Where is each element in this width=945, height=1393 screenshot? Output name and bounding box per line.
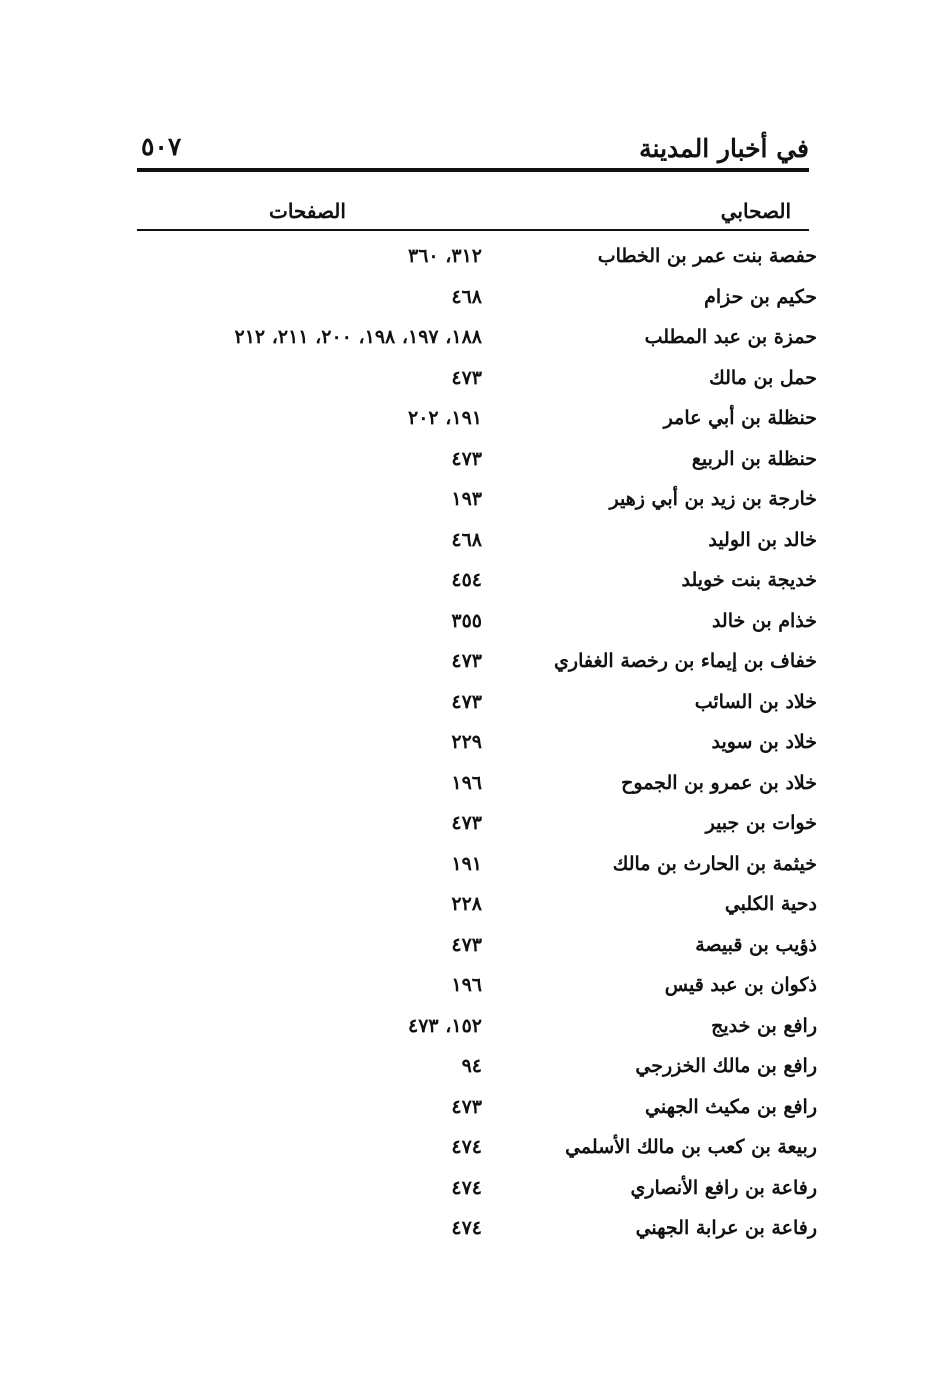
companion-name: خفاف بن إيماء بن رخصة الغفاري (554, 650, 817, 672)
companion-name: خلاد بن السائب (694, 690, 817, 713)
column-header-companion: الصحابي (720, 199, 791, 223)
companion-name: حمل بن مالك (709, 366, 817, 389)
index-entries (137, 236, 817, 1249)
companion-name: حنظلة بن الربيع (691, 447, 817, 470)
page-references: ٤٧٣ (451, 366, 482, 389)
companion-name: رافع بن خديج (711, 1014, 817, 1037)
page-references: ٤٧٣ (451, 812, 482, 834)
index-entry (137, 1208, 817, 1249)
page-references: ١٩١، ٢٠٢ (408, 407, 482, 429)
index-entry (137, 844, 817, 885)
index-entry (137, 277, 817, 318)
companion-name: حفصة بنت عمر بن الخطاب (597, 245, 817, 267)
page-references: ٤٧٣ (451, 933, 482, 956)
page-references: ٤٥٤ (451, 569, 482, 591)
index-entry (137, 479, 817, 520)
page-references: ٤٧٣ (451, 650, 482, 672)
column-header-pages: الصفحات (269, 199, 346, 223)
page-number: ٥٠٧ (141, 132, 182, 161)
index-entry (137, 641, 817, 682)
companion-name: حكيم بن حزام (704, 285, 817, 308)
page-references: ٣١٢، ٣٦٠ (408, 245, 482, 267)
companion-name: ربيعة بن كعب بن مالك الأسلمي (565, 1136, 817, 1158)
page-references: ٢٢٩ (451, 731, 482, 753)
book-title: في أخبار المدينة (639, 134, 809, 163)
page-references: ٤٧٣ (451, 1095, 482, 1118)
companion-name: خلاد بن سويد (711, 731, 817, 753)
page-references: ٤٦٨ (451, 528, 482, 551)
running-head (137, 128, 809, 168)
page-references: ١٩٦ (451, 771, 482, 794)
index-entry (137, 722, 817, 763)
index-entry (137, 317, 817, 358)
index-entry (137, 1168, 817, 1209)
companion-name: ذؤيب بن قبيصة (695, 933, 817, 956)
page-references: ٩٤ (461, 1055, 482, 1077)
companion-name: ذكوان بن عبد قيس (664, 974, 817, 996)
page-references: ١٩٣ (451, 488, 482, 510)
page-references: ٣٥٥ (451, 609, 482, 632)
page-references: ٤٧٤ (451, 1217, 482, 1239)
companion-name: خوات بن جبير (705, 812, 817, 834)
page-references: ٤٧٤ (451, 1136, 482, 1158)
index-entry (137, 763, 817, 804)
index-entry (137, 682, 817, 723)
companion-name: خلاد بن عمرو بن الجموح (621, 771, 817, 794)
page-references: ١٩١ (451, 852, 482, 875)
companion-name: خارجة بن زيد بن أبي زهير (609, 488, 817, 510)
companion-name: رفاعة بن رافع الأنصاري (630, 1176, 817, 1199)
index-entry (137, 398, 817, 439)
companion-name: رافع بن مالك الخزرجي (635, 1055, 817, 1077)
companion-name: دحية الكلبي (724, 893, 817, 915)
companion-name: خذام بن خالد (711, 609, 817, 632)
companion-name: خيثمة بن الحارث بن مالك (612, 852, 817, 875)
companion-name: رافع بن مكيث الجهني (645, 1095, 817, 1118)
index-entry (137, 358, 817, 399)
page-references: ٤٧٣ (451, 447, 482, 470)
index-entry (137, 925, 817, 966)
index-entry (137, 1046, 817, 1087)
page-references: ١٨٨، ١٩٧، ١٩٨، ٢٠٠، ٢١١، ٢١٢ (234, 326, 482, 348)
page-references: ١٩٦ (451, 974, 482, 996)
page-references: ٢٢٨ (451, 893, 482, 915)
page-references: ١٥٢، ٤٧٣ (408, 1014, 482, 1037)
page-references: ٤٧٤ (451, 1176, 482, 1199)
page-references: ٤٧٣ (451, 690, 482, 713)
companion-name: رفاعة بن عرابة الجهني (635, 1217, 817, 1239)
index-entry (137, 803, 817, 844)
index-entry (137, 1006, 817, 1047)
page-references: ٤٦٨ (451, 285, 482, 308)
index-entry (137, 560, 817, 601)
companion-name: حمزة بن عبد المطلب (644, 326, 817, 348)
index-entry (137, 884, 817, 925)
companion-name: خالد بن الوليد (708, 528, 817, 551)
companion-name: خديجة بنت خويلد (681, 569, 817, 591)
companion-name: حنظلة بن أبي عامر (663, 407, 817, 429)
index-entry (137, 601, 817, 642)
column-headers (137, 196, 809, 228)
column-header-rule (137, 229, 809, 231)
index-entry (137, 439, 817, 480)
index-entry (137, 520, 817, 561)
index-entry (137, 1127, 817, 1168)
index-entry (137, 236, 817, 277)
index-entry (137, 1087, 817, 1128)
header-rule (137, 168, 809, 172)
index-entry (137, 965, 817, 1006)
